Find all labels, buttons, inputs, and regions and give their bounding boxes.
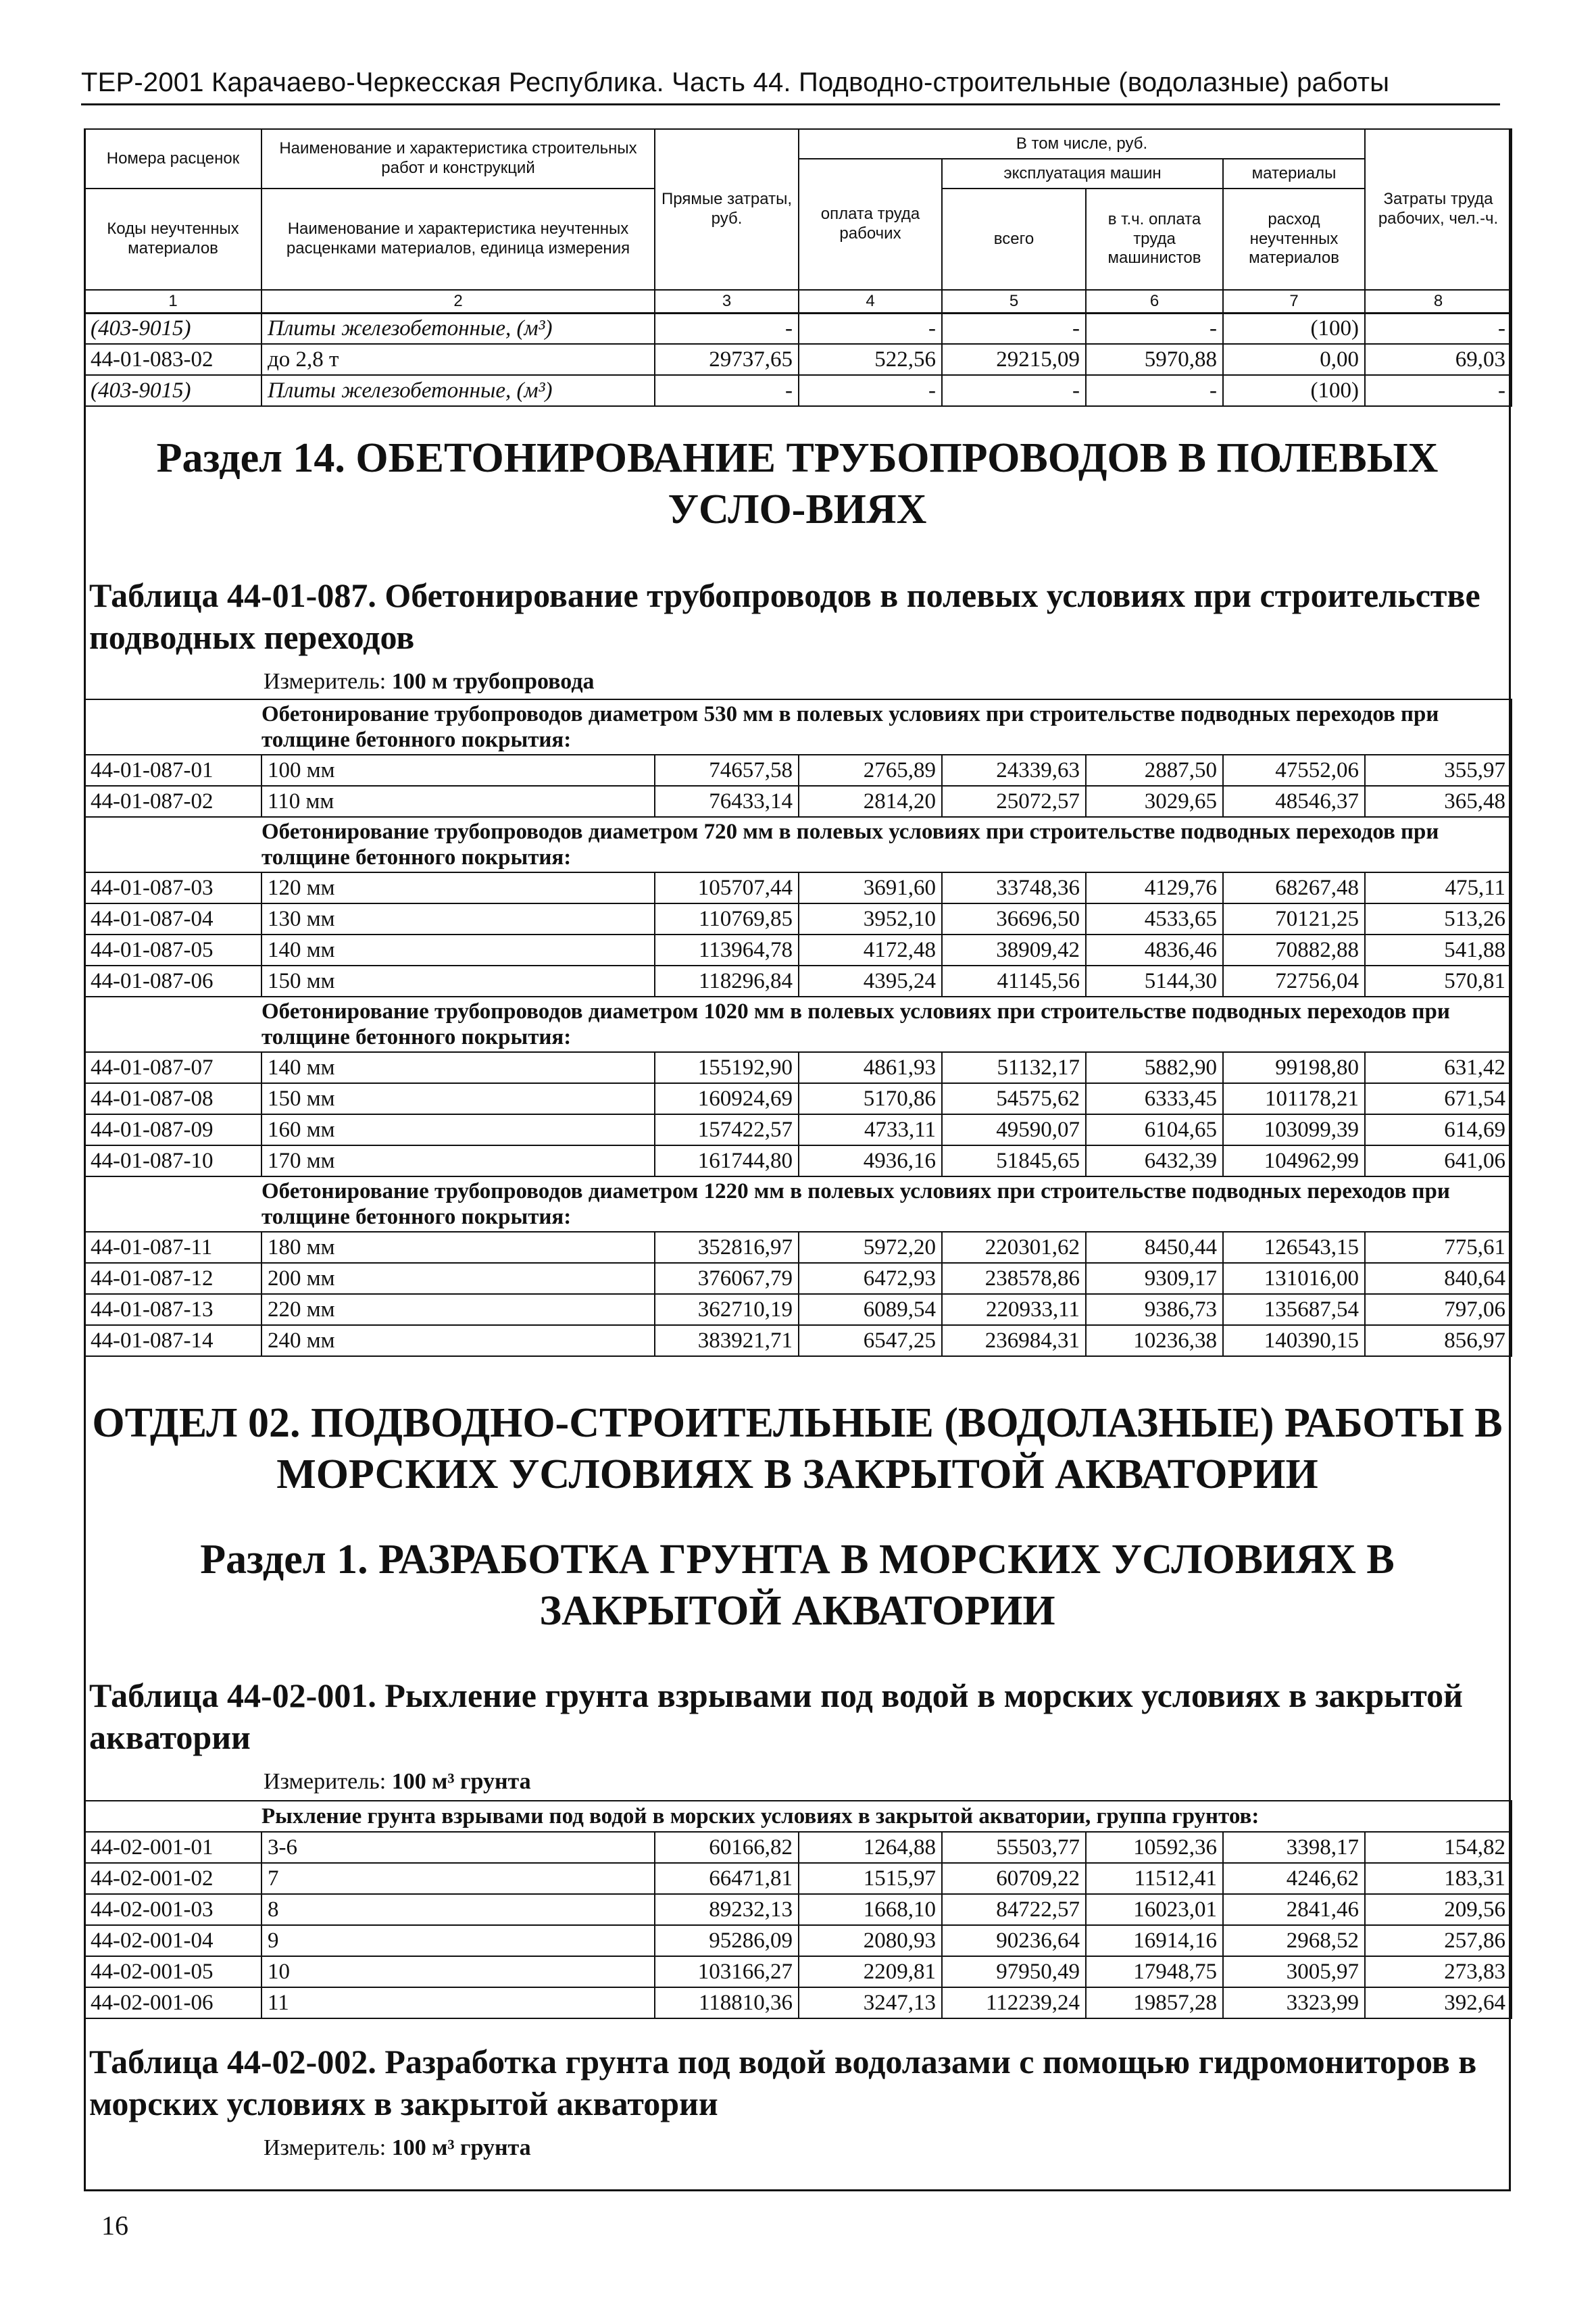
group-heading-row [84,997,1512,1052]
machine-cost-cell: 49590,07 [942,1114,1086,1145]
labor-hours-cell: 840,64 [1365,1263,1512,1294]
direct-cost-cell: 352816,97 [655,1232,799,1263]
materials-cost-cell: 131016,00 [1223,1263,1365,1294]
rate-code-cell: 44-01-087-09 [84,1114,261,1145]
materials-cost-cell: 2841,46 [1223,1894,1365,1925]
materials-cost-cell: 72756,04 [1223,966,1365,997]
materials-cost-cell: 70121,25 [1223,903,1365,935]
operator-cost-cell: - [1086,313,1223,344]
rate-code-cell: (403-9015) [84,313,261,344]
work-name-cell: 110 мм [261,786,655,817]
direct-cost-cell: 95286,09 [655,1925,799,1956]
table-002-label: Таблица 44-02-002. [89,2043,376,2081]
labor-cost-cell: 3247,13 [799,1987,942,2018]
labor-cost-cell: 6089,54 [799,1294,942,1325]
labor-hours-cell: 154,82 [1365,1832,1512,1863]
machine-cost-cell: 41145,56 [942,966,1086,997]
operator-cost-cell: 10236,38 [1086,1325,1223,1356]
table-087-measure-value: 100 м трубопровода [391,669,595,694]
machine-cost-cell: 90236,64 [942,1925,1086,1956]
header-col7: расход неучтенных материалов [1223,189,1365,290]
table-087-measure [264,669,595,695]
labor-cost-cell: 6472,93 [799,1263,942,1294]
direct-cost-cell: 383921,71 [655,1325,799,1356]
table-row [84,1325,1512,1356]
work-name-cell: до 2,8 т [261,344,655,375]
materials-cost-cell: (100) [1223,313,1365,344]
labor-cost-cell: 4395,24 [799,966,942,997]
materials-cost-cell: 70882,88 [1223,935,1365,966]
work-name-cell: 240 мм [261,1325,655,1356]
column-header-table [84,128,1512,314]
rate-code-cell: 44-01-087-04 [84,903,261,935]
top-rows-block [84,312,1511,407]
operator-cost-cell: 19857,28 [1086,1987,1223,2018]
rate-code-cell: 44-02-001-06 [84,1987,261,2018]
header-machine-group: эксплуатация машин [942,159,1223,189]
labor-hours-cell: 641,06 [1365,1145,1512,1176]
direct-cost-cell: 118810,36 [655,1987,799,2018]
group-heading: Обетонирование трубопроводов диаметром 1220 мм в полевых условиях при строительстве подводных переходов при толщине бетонного покрытия: [261,1176,1512,1232]
direct-cost-cell: 89232,13 [655,1894,799,1925]
running-header: ТЕР-2001 Карачаево-Черкесская Республика. Часть 44. Подводно-строительные (водолазные) работы [81,68,1500,105]
work-name-cell: 150 мм [261,1083,655,1114]
work-name-cell: Плиты железобетонные, (м³) [261,375,655,406]
direct-cost-cell: 74657,58 [655,755,799,786]
table-002-measure [264,2135,531,2161]
group-heading: Обетонирование трубопроводов диаметром 720 мм в полевых условиях при строительстве подводных переходов при толщине бетонного покрытия: [261,817,1512,872]
labor-hours-cell: 797,06 [1365,1294,1512,1325]
section14-title: Раздел 14. ОБЕТОНИРОВАНИЕ ТРУБОПРОВОДОВ В ПОЛЕВЫХ УСЛО-ВИЯХ [156,435,1439,532]
header-group-title: В том числе, руб. [799,129,1365,159]
rate-code-cell: 44-01-087-01 [84,755,261,786]
table-row [84,1145,1512,1176]
labor-hours-cell: - [1365,375,1512,406]
table-row [84,872,1512,903]
labor-hours-cell: 614,69 [1365,1114,1512,1145]
direct-cost-cell: 161744,80 [655,1145,799,1176]
header-number-3: 3 [655,290,799,314]
machine-cost-cell: 236984,31 [942,1325,1086,1356]
direct-cost-cell: 105707,44 [655,872,799,903]
operator-cost-cell: 16914,16 [1086,1925,1223,1956]
header-number-1: 1 [84,290,261,314]
labor-cost-cell: 2080,93 [799,1925,942,1956]
labor-cost-cell: - [799,313,942,344]
operator-cost-cell: - [1086,375,1223,406]
direct-cost-cell: - [655,375,799,406]
operator-cost-cell: 3029,65 [1086,786,1223,817]
table-087-measure-label: Измеритель: [264,669,386,694]
labor-hours-cell: 856,97 [1365,1325,1512,1356]
operator-cost-cell: 6104,65 [1086,1114,1223,1145]
department02-title: ОТДЕЛ 02. ПОДВОДНО-СТРОИТЕЛЬНЫЕ (ВОДОЛАЗНЫЕ) РАБОТЫ В МОРСКИХ УСЛОВИЯХ В ЗАКРЫТОЙ АКВАТОРИИ [92,1400,1503,1497]
table-row [84,966,1512,997]
work-name-cell: 160 мм [261,1114,655,1145]
group-heading-row [84,1176,1512,1232]
header-col2-top: Наименование и характеристика строительных работ и конструкций [261,129,655,189]
materials-cost-cell: 2968,52 [1223,1925,1365,1956]
rate-code-cell: 44-01-087-02 [84,786,261,817]
rate-code-cell: 44-01-087-03 [84,872,261,903]
table-087-caption: Обетонирование трубопроводов в полевых условиях при строительстве подводных переходов [89,576,1480,656]
direct-cost-cell: - [655,313,799,344]
header-col2-bottom: Наименование и характеристика неучтенных расценками материалов, единица измерения [261,189,655,290]
table-001 [84,1800,1512,2019]
table-row [84,1294,1512,1325]
table-row [84,344,1512,375]
machine-cost-cell: 25072,57 [942,786,1086,817]
work-name-cell: 140 мм [261,935,655,966]
work-name-cell: 8 [261,1894,655,1925]
materials-cost-cell: 48546,37 [1223,786,1365,817]
table-row [84,935,1512,966]
header-number-4: 4 [799,290,942,314]
materials-cost-cell: 99198,80 [1223,1052,1365,1083]
header-number-5: 5 [942,290,1086,314]
table-row [84,375,1512,406]
materials-cost-cell: 3323,99 [1223,1987,1365,2018]
machine-cost-cell: 55503,77 [942,1832,1086,1863]
header-number-6: 6 [1086,290,1223,314]
work-name-cell: 170 мм [261,1145,655,1176]
machine-cost-cell: - [942,313,1086,344]
rate-code-cell: 44-01-087-07 [84,1052,261,1083]
work-name-cell: 180 мм [261,1232,655,1263]
table-002-measure-value: 100 м³ грунта [391,2135,531,2160]
table-001-measure-label: Измеритель: [264,1769,386,1794]
operator-cost-cell: 10592,36 [1086,1832,1223,1863]
materials-cost-cell: 3398,17 [1223,1832,1365,1863]
group-heading-row [84,817,1512,872]
header-col1-top: Номера расценок [84,129,261,189]
direct-cost-cell: 103166,27 [655,1956,799,1987]
labor-cost-cell: 4936,16 [799,1145,942,1176]
materials-cost-cell: 140390,15 [1223,1325,1365,1356]
table-001-caption: Рыхление грунта взрывами под водой в морских условиях в закрытой акватории [89,1676,1463,1756]
table-row [84,903,1512,935]
group-heading-row [84,699,1512,755]
machine-cost-cell: 36696,50 [942,903,1086,935]
table-087-block [84,699,1511,1357]
table-row [84,1232,1512,1263]
materials-cost-cell: 101178,21 [1223,1083,1365,1114]
operator-cost-cell: 9386,73 [1086,1294,1223,1325]
materials-cost-cell: 104962,99 [1223,1145,1365,1176]
work-name-cell: 130 мм [261,903,655,935]
machine-cost-cell: 38909,42 [942,935,1086,966]
direct-cost-cell: 76433,14 [655,786,799,817]
materials-cost-cell: (100) [1223,375,1365,406]
labor-cost-cell: 1264,88 [799,1832,942,1863]
header-col6: в т.ч. оплата труда машинистов [1086,189,1223,290]
labor-hours-cell: 570,81 [1365,966,1512,997]
rate-code-cell: 44-02-001-04 [84,1925,261,1956]
group-spacer-cell [84,997,261,1052]
labor-hours-cell: 631,42 [1365,1052,1512,1083]
labor-cost-cell: 3952,10 [799,903,942,935]
table-row [84,1083,1512,1114]
materials-cost-cell: 135687,54 [1223,1294,1365,1325]
rate-code-cell: (403-9015) [84,375,261,406]
work-name-cell: 100 мм [261,755,655,786]
group-spacer-cell [84,699,261,755]
direct-cost-cell: 29737,65 [655,344,799,375]
materials-cost-cell: 103099,39 [1223,1114,1365,1145]
group-heading: Обетонирование трубопроводов диаметром 1020 мм в полевых условиях при строительстве подводных переходов при толщине бетонного покрытия: [261,997,1512,1052]
direct-cost-cell: 155192,90 [655,1052,799,1083]
machine-cost-cell: 112239,24 [942,1987,1086,2018]
table-row [84,1987,1512,2018]
labor-cost-cell: 3691,60 [799,872,942,903]
work-name-cell: 9 [261,1925,655,1956]
header-col5: всего [942,189,1086,290]
section1-title: Раздел 1. РАЗРАБОТКА ГРУНТА В МОРСКИХ УСЛОВИЯХ В ЗАКРЫТОЙ АКВАТОРИИ [200,1537,1395,1634]
table-row [84,1894,1512,1925]
work-name-cell: Плиты железобетонные, (м³) [261,313,655,344]
labor-hours-cell: 273,83 [1365,1956,1512,1987]
direct-cost-cell: 110769,85 [655,903,799,935]
operator-cost-cell: 4129,76 [1086,872,1223,903]
labor-hours-cell: 69,03 [1365,344,1512,375]
rate-code-cell: 44-01-087-14 [84,1325,261,1356]
table-row [84,1052,1512,1083]
labor-cost-cell: 4172,48 [799,935,942,966]
labor-cost-cell: 1668,10 [799,1894,942,1925]
page-number: 16 [101,2210,128,2241]
machine-cost-cell: 51132,17 [942,1052,1086,1083]
table-row [84,1832,1512,1863]
work-name-cell: 10 [261,1956,655,1987]
table-087-label: Таблица 44-01-087. [89,576,376,614]
labor-hours-cell: 671,54 [1365,1083,1512,1114]
table-row [84,755,1512,786]
labor-cost-cell: 522,56 [799,344,942,375]
group-heading: Рыхление грунта взрывами под водой в морских условиях в закрытой акватории, группа грунтов: [261,1801,1512,1832]
rate-code-cell: 44-02-001-03 [84,1894,261,1925]
direct-cost-cell: 66471,81 [655,1863,799,1894]
machine-cost-cell: 29215,09 [942,344,1086,375]
machine-cost-cell: 54575,62 [942,1083,1086,1114]
labor-hours-cell: 775,61 [1365,1232,1512,1263]
table-002-caption: Разработка грунта под водой водолазами с помощью гидромониторов в морских условиях в закрытой акватории [89,2043,1477,2122]
header-number-2: 2 [261,290,655,314]
rate-code-cell: 44-01-087-10 [84,1145,261,1176]
table-row [84,786,1512,817]
direct-cost-cell: 376067,79 [655,1263,799,1294]
operator-cost-cell: 9309,17 [1086,1263,1223,1294]
rate-code-cell: 44-01-087-06 [84,966,261,997]
group-heading: Обетонирование трубопроводов диаметром 530 мм в полевых условиях при строительстве подводных переходов при толщине бетонного покрытия: [261,699,1512,755]
work-name-cell: 140 мм [261,1052,655,1083]
work-name-cell: 200 мм [261,1263,655,1294]
header-number-7: 7 [1223,290,1365,314]
table-001-block [84,1800,1511,2019]
group-spacer-cell [84,817,261,872]
labor-cost-cell: 1515,97 [799,1863,942,1894]
work-name-cell: 7 [261,1863,655,1894]
work-name-cell: 150 мм [261,966,655,997]
labor-cost-cell: 2765,89 [799,755,942,786]
operator-cost-cell: 4533,65 [1086,903,1223,935]
operator-cost-cell: 11512,41 [1086,1863,1223,1894]
rate-code-cell: 44-01-087-11 [84,1232,261,1263]
work-name-cell: 11 [261,1987,655,2018]
table-row [84,313,1512,344]
operator-cost-cell: 16023,01 [1086,1894,1223,1925]
operator-cost-cell: 5882,90 [1086,1052,1223,1083]
materials-cost-cell: 0,00 [1223,344,1365,375]
header-col1-bottom: Коды неучтенных материалов [84,189,261,290]
group-spacer-cell [84,1801,261,1832]
machine-cost-cell: 33748,36 [942,872,1086,903]
materials-cost-cell: 68267,48 [1223,872,1365,903]
operator-cost-cell: 5144,30 [1086,966,1223,997]
table-row [84,1925,1512,1956]
operator-cost-cell: 4836,46 [1086,935,1223,966]
machine-cost-cell: 238578,86 [942,1263,1086,1294]
direct-cost-cell: 60166,82 [655,1832,799,1863]
header-number-8: 8 [1365,290,1512,314]
table-row [84,1956,1512,1987]
table-row [84,1114,1512,1145]
direct-cost-cell: 118296,84 [655,966,799,997]
table-002-title [89,2041,1495,2124]
labor-hours-cell: 257,86 [1365,1925,1512,1956]
labor-hours-cell: 392,64 [1365,1987,1512,2018]
header-materials-group: материалы [1223,159,1365,189]
labor-hours-cell: 183,31 [1365,1863,1512,1894]
operator-cost-cell: 2887,50 [1086,755,1223,786]
machine-cost-cell: - [942,375,1086,406]
work-name-cell: 3-6 [261,1832,655,1863]
table-row [84,1863,1512,1894]
materials-cost-cell: 47552,06 [1223,755,1365,786]
table-row [84,1263,1512,1294]
direct-cost-cell: 362710,19 [655,1294,799,1325]
rate-code-cell: 44-01-087-05 [84,935,261,966]
operator-cost-cell: 8450,44 [1086,1232,1223,1263]
machine-cost-cell: 60709,22 [942,1863,1086,1894]
header-col4: оплата труда рабочих [799,159,942,290]
labor-cost-cell: 4861,93 [799,1052,942,1083]
table-001-title [89,1674,1495,1758]
table-087-title [89,574,1495,658]
labor-cost-cell: 5170,86 [799,1083,942,1114]
rate-code-cell: 44-02-001-01 [84,1832,261,1863]
materials-cost-cell: 126543,15 [1223,1232,1365,1263]
machine-cost-cell: 51845,65 [942,1145,1086,1176]
labor-cost-cell: 2814,20 [799,786,942,817]
operator-cost-cell: 6333,45 [1086,1083,1223,1114]
header-col3: Прямые затраты, руб. [655,129,799,290]
direct-cost-cell: 113964,78 [655,935,799,966]
operator-cost-cell: 17948,75 [1086,1956,1223,1987]
direct-cost-cell: 160924,69 [655,1083,799,1114]
header-col8: Затраты труда рабочих, чел.-ч. [1365,129,1512,290]
machine-cost-cell: 84722,57 [942,1894,1086,1925]
group-spacer-cell [84,1176,261,1232]
rate-code-cell: 44-02-001-05 [84,1956,261,1987]
direct-cost-cell: 157422,57 [655,1114,799,1145]
labor-hours-cell: 541,88 [1365,935,1512,966]
rate-code-cell: 44-01-087-08 [84,1083,261,1114]
rate-code-cell: 44-02-001-02 [84,1863,261,1894]
table-087 [84,699,1512,1357]
machine-cost-cell: 97950,49 [942,1956,1086,1987]
labor-hours-cell: 475,11 [1365,872,1512,903]
materials-cost-cell: 4246,62 [1223,1863,1365,1894]
labor-hours-cell: 513,26 [1365,903,1512,935]
table-001-label: Таблица 44-02-001. [89,1676,376,1714]
labor-cost-cell: 2209,81 [799,1956,942,1987]
labor-cost-cell: 6547,25 [799,1325,942,1356]
rate-code-cell: 44-01-087-12 [84,1263,261,1294]
table-002-measure-label: Измеритель: [264,2135,386,2160]
rate-code-cell: 44-01-083-02 [84,344,261,375]
operator-cost-cell: 6432,39 [1086,1145,1223,1176]
machine-cost-cell: 220933,11 [942,1294,1086,1325]
labor-hours-cell: 365,48 [1365,786,1512,817]
work-name-cell: 220 мм [261,1294,655,1325]
labor-cost-cell: - [799,375,942,406]
group-heading-row [84,1801,1512,1832]
materials-cost-cell: 3005,97 [1223,1956,1365,1987]
labor-cost-cell: 5972,20 [799,1232,942,1263]
labor-hours-cell: 355,97 [1365,755,1512,786]
labor-hours-cell: 209,56 [1365,1894,1512,1925]
top-rows-table [84,312,1512,407]
machine-cost-cell: 220301,62 [942,1232,1086,1263]
table-001-measure-value: 100 м³ грунта [391,1769,531,1794]
machine-cost-cell: 24339,63 [942,755,1086,786]
labor-cost-cell: 4733,11 [799,1114,942,1145]
operator-cost-cell: 5970,88 [1086,344,1223,375]
work-name-cell: 120 мм [261,872,655,903]
labor-hours-cell: - [1365,313,1512,344]
table-001-measure [264,1769,531,1795]
rate-code-cell: 44-01-087-13 [84,1294,261,1325]
